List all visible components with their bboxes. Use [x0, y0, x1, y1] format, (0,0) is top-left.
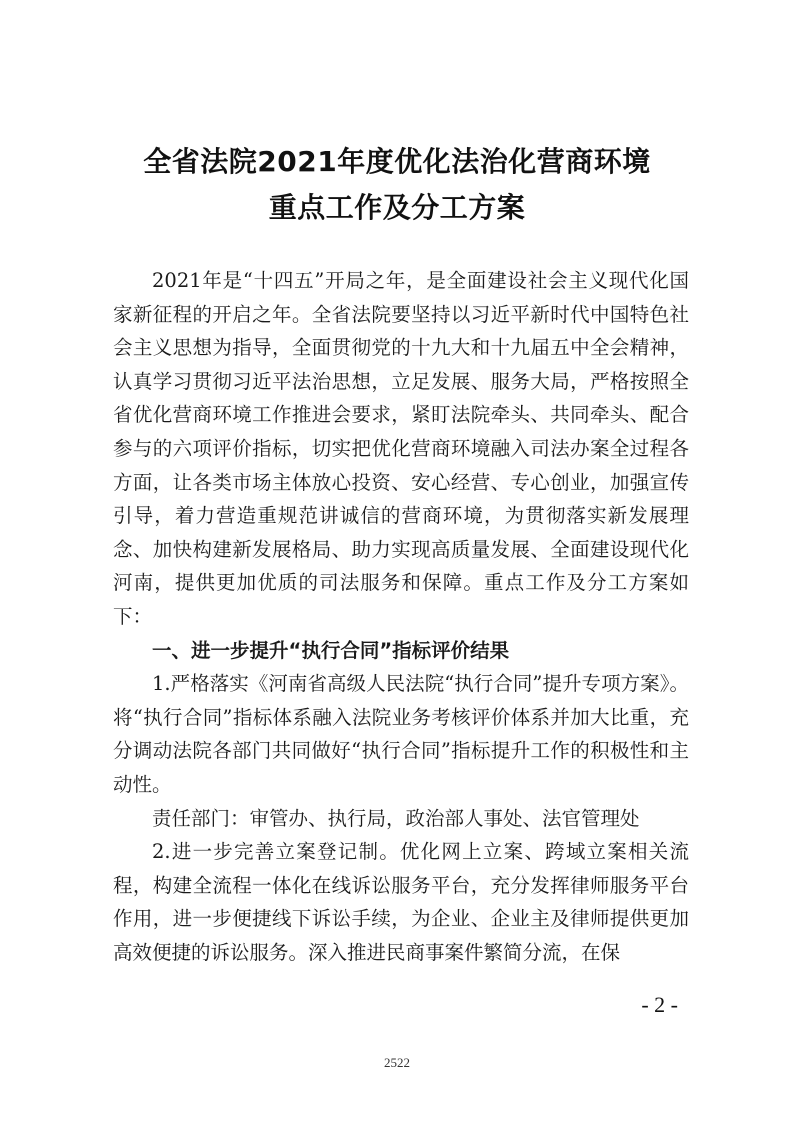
document-body — [113, 264, 689, 969]
document-title-line-2: 重点工作及分工方案 — [268, 191, 526, 224]
document-title-line-1: 全省法院2021年度优化法治化营商环境 — [143, 145, 651, 178]
intro-paragraph: 2021年是“十四五”开局之年，是全面建设社会主义现代化国家新征程的开启之年。全省法院要坚持以习近平新时代中国特色社会主义思想为指导，全面贯彻党的十九大和十九届五中全会精神，认真学习贯彻习近平法治思想，立足发展、服务大局，严格按照全省优化营商环境工作推进会要求，紧盯法院牵头、共同牵头、配合参与的六项评价指标，切实把优化营商环境融入司法办案全过程各方面，让各类市场主体放心投资、安心经营、专心创业，加强宣传引导，着力营造重规范讲诚信的营商环境，为贯彻落实新发展理念、加快构建新发展格局、助力实现高质量发展、全面建设现代化河南，提供更加优质的司法服务和保障。重点工作及分工方案如下： — [113, 269, 689, 628]
section-1-heading: 一、进一步提升“执行合同”指标评价结果 — [152, 638, 510, 662]
item-1-paragraph: 1.严格落实《河南省高级人民法院“执行合同”提升专项方案》。将“执行合同”指标体系融入法院业务考核评价体系并加大比重，充分调动法院各部门共同做好“执行合同”指标提升工作的积极性和主动性。 — [113, 672, 689, 796]
item-2-paragraph: 2.进一步完善立案登记制。优化网上立案、跨域立案相关流程，构建全流程一体化在线诉讼服务平台，充分发挥律师服务平台作用，进一步便捷线下诉讼手续，为企业、企业主及律师提供更加高效便捷的诉讼服务。深入推进民商事案件繁简分流，在保 — [113, 840, 689, 964]
item-1-responsibility: 责任部门：审管办、执行局，政治部人事处、法官管理处 — [152, 806, 640, 830]
footer-number: 2522 — [384, 1055, 410, 1070]
page-number: - 2 - — [641, 992, 678, 1017]
